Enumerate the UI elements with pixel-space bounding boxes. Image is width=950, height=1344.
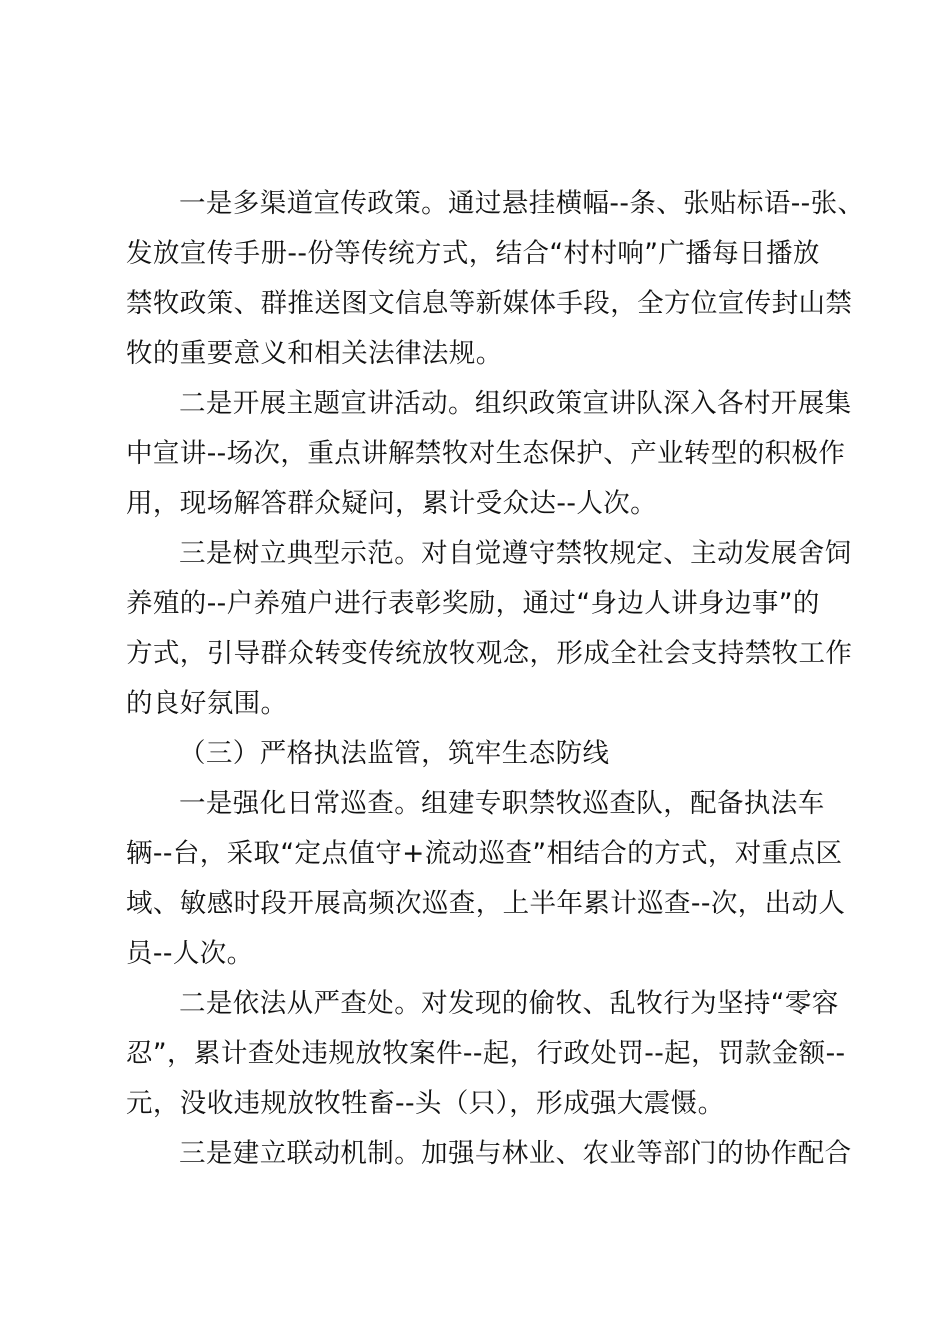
- text-line: 三是树立典型示范。对自觉遵守禁牧规定、主动发展舍饲: [179, 538, 852, 569]
- text-line: 域、敏感时段开展高频次巡查，上半年累计巡查--次，出动人: [126, 888, 846, 919]
- text-line: 一是多渠道宣传政策。通过悬挂横幅--条、张贴标语--张、: [179, 188, 865, 219]
- text-line: 养殖的--户养殖户进行表彰奖励，通过“身边人讲身边事”的: [126, 588, 820, 619]
- paragraph-publicity-policy: [126, 179, 865, 379]
- text-line: 方式，引导群众转变传统放牧观念，形成全社会支持禁牧工作: [126, 638, 853, 669]
- text-line: 忍”，累计查处违规放牧案件--起，行政处罚--起，罚款金额--: [126, 1038, 846, 1069]
- text-line: 中宣讲--场次，重点讲解禁牧对生态保护、产业转型的积极作: [126, 438, 846, 469]
- text-line: 的良好氛围。: [126, 688, 288, 719]
- section-heading-text: （三）严格执法监管，筑牢生态防线: [179, 738, 610, 769]
- paragraph-linkage-mechanism: [126, 1129, 852, 1179]
- paragraph-theme-lectures: [126, 379, 852, 529]
- text-line: 辆--台，采取“定点值守+流动巡查”相结合的方式，对重点区: [126, 838, 843, 869]
- document-body: [126, 179, 865, 1179]
- text-line: 元，没收违规放牧牲畜--头（只），形成强大震慑。: [126, 1088, 725, 1119]
- text-line: 牧的重要意义和相关法律法规。: [126, 338, 503, 369]
- text-line: 禁牧政策、群推送图文信息等新媒体手段，全方位宣传封山禁: [126, 288, 853, 319]
- text-line: 三是建立联动机制。加强与林业、农业等部门的协作配合: [179, 1138, 852, 1169]
- text-line: 发放宣传手册--份等传统方式，结合“村村响”广播每日播放: [126, 238, 820, 269]
- text-line: 用，现场解答群众疑问，累计受众达--人次。: [126, 488, 658, 519]
- paragraph-strict-enforcement: [126, 979, 846, 1129]
- text-line: 员--人次。: [126, 938, 254, 969]
- text-line: 一是强化日常巡查。组建专职禁牧巡查队，配备执法车: [179, 788, 825, 819]
- text-line: 二是依法从严查处。对发现的偷牧、乱牧行为坚持“零容: [179, 988, 839, 1019]
- paragraph-daily-patrol: [126, 779, 846, 979]
- paragraph-model-examples: [126, 529, 853, 729]
- text-line: 二是开展主题宣讲活动。组织政策宣讲队深入各村开展集: [179, 388, 852, 419]
- section-heading: [126, 729, 838, 779]
